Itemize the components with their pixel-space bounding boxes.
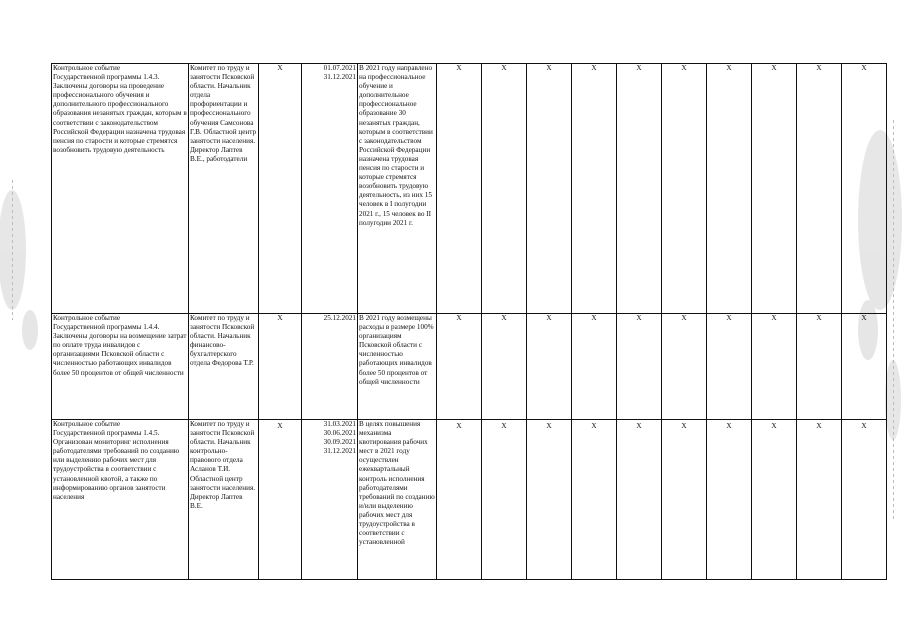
x-mark-cell: Х [259, 314, 302, 420]
event-cell: Контрольное событие Государственной программы 1.4.5. Организован мониторинг исполнения работодателями требований по созданию или выделению рабочих мест для трудоустройства в соответствии с установленной квотой, а также по информированию органов занятости населения [52, 420, 189, 580]
mark-cell: Х [482, 420, 527, 580]
dates-cell: 01.07.2021 31.12.2021 [302, 64, 358, 314]
dates-cell: 25.12.2021 [302, 314, 358, 420]
mark-cell: Х [707, 420, 752, 580]
mark-cell: Х [662, 314, 707, 420]
mark-cell: Х [572, 314, 617, 420]
mark-cell: Х [482, 314, 527, 420]
mark-cell: Х [707, 314, 752, 420]
responsible-cell: Комитет по труду и занятости Псковской области. Начальник контрольно-правового отдела Асланов Т.И. Областной центр занятости населения. Директор Лаптев В.Е. [189, 420, 259, 580]
mark-cell: Х [662, 64, 707, 314]
mark-cell: Х [842, 64, 887, 314]
report-table [51, 63, 887, 580]
description-cell: В 2021 году возмещены расходы в размере 100% организациям Псковской области с численностью работающих инвалидов более 50 процентов от общей численности [358, 314, 437, 420]
x-mark-cell: Х [259, 420, 302, 580]
mark-cell: Х [617, 314, 662, 420]
description-cell: В целях повышения механизма квотирования рабочих мест в 2021 году осуществлен ежеквартальный контроль исполнения работодателями требований по созданию и/или выделению рабочих мест для трудоустройства в соответствии с установленной [358, 420, 437, 580]
mark-cell: Х [707, 64, 752, 314]
responsible-cell: Комитет по труду и занятости Псковской области. Начальник отдела профориентации и профессионального обучения Самсонова Г.В. Областной центр занятости населения. Директор Лаптев В.Е., работодатели [189, 64, 259, 314]
mark-cell: Х [617, 64, 662, 314]
table-row [52, 314, 887, 420]
mark-cell: Х [572, 420, 617, 580]
mark-cell: Х [437, 64, 482, 314]
mark-cell: Х [437, 314, 482, 420]
mark-cell: Х [662, 420, 707, 580]
mark-cell: Х [482, 64, 527, 314]
table-row [52, 64, 887, 314]
mark-cell: Х [797, 64, 842, 314]
mark-cell: Х [797, 314, 842, 420]
mark-cell: Х [527, 64, 572, 314]
description-cell: В 2021 году направлено на профессиональное обучение и дополнительное профессиональное образование 30 незанятых граждан, которым в соответствии с законодательством Российской Федерации назначена трудовая пенсия по старости и которые стремятся возобновить трудовую деятельность, из них 15 человек в I полугодии 2021 г., 15 человек во II полугодии 2021 г. [358, 64, 437, 314]
event-cell: Контрольное событие Государственной программы 1.4.4. Заключены договоры на возмещение затрат по оплате труда инвалидов с организациями Псковской области с численностью работающих инвалидов более 50 процентов от общей численности [52, 314, 189, 420]
mark-cell: Х [842, 314, 887, 420]
mark-cell: Х [752, 314, 797, 420]
mark-cell: Х [527, 420, 572, 580]
mark-cell: Х [842, 420, 887, 580]
mark-cell: Х [437, 420, 482, 580]
mark-cell: Х [617, 420, 662, 580]
x-mark-cell: Х [259, 64, 302, 314]
mark-cell: Х [752, 420, 797, 580]
mark-cell: Х [527, 314, 572, 420]
event-cell: Контрольное событие Государственной программы 1.4.3. Заключены договоры на проведение профессионального обучения и дополнительного профессионального образования незанятых граждан, которым в соответствии с законодательством Российской Федерации назначена трудовая пенсия по старости и которые стремятся возобновить трудовую деятельность [52, 64, 189, 314]
scan-edge-mark [12, 180, 13, 320]
mark-cell: Х [797, 420, 842, 580]
dates-cell: 31.03.2021 30.06.2021 30.09.2021 31.12.2021 [302, 420, 358, 580]
table-row [52, 420, 887, 580]
mark-cell: Х [752, 64, 797, 314]
responsible-cell: Комитет по труду и занятости Псковской области. Начальник финансово-бухгалтерского отдела Федорова Т.Р. [189, 314, 259, 420]
mark-cell: Х [572, 64, 617, 314]
scan-edge-mark [893, 120, 894, 520]
